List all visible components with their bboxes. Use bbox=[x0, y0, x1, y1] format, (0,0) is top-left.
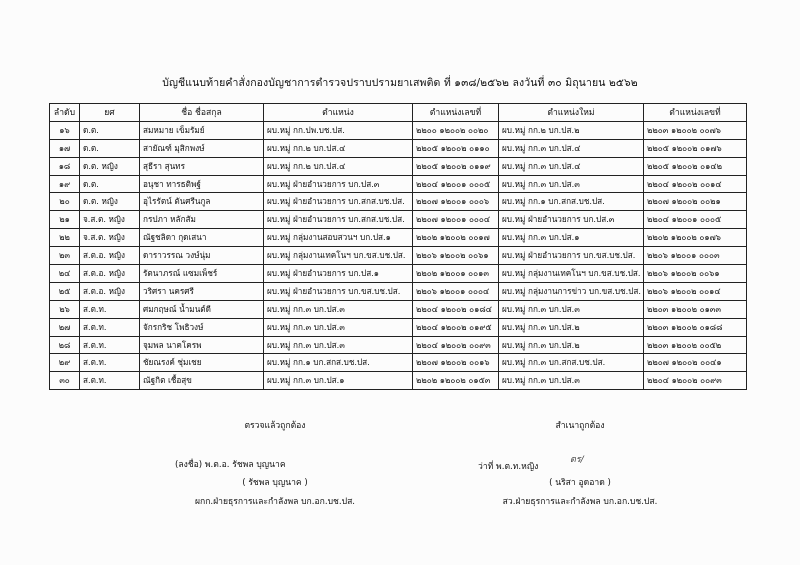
cell-position: ผบ.หมู่ กก.๑ บก.สกส.บช.ปส. bbox=[264, 354, 413, 372]
cell-new-position-number: ๒๒๐๖ ๑๒๐๐๒ ๐๐๖๑ bbox=[644, 265, 747, 283]
cell-position-number: ๒๒๐๖ ๑๒๐๐๒ ๐๐๖๑ bbox=[413, 247, 499, 265]
cell-position: ผบ.หมู่ กก.๒ บก.ปส.๔ bbox=[264, 157, 413, 175]
cell-rank: ด.ต. หญิง bbox=[80, 193, 140, 211]
cell-name: อนุชา ทารธติพฐ์ bbox=[140, 175, 264, 193]
cell-order: ๒๘ bbox=[50, 336, 80, 354]
document-title: บัญชีแนบท้ายคำสั่งกองบัญชาการตำรวจปราบปรามยาเสพติด ที่ ๑๓๘/๒๕๖๒ ลงวันที่ ๓๐ มิถุนายน ๒๕๖๒ bbox=[162, 77, 638, 89]
cell-rank: ส.ต.ท. bbox=[80, 300, 140, 318]
cell-rank: ด.ต. bbox=[80, 175, 140, 193]
cell-name: ณัฐกิต เชื้อสุข bbox=[140, 372, 264, 390]
cell-position: ผบ.หมู่ กก.๓ บก.ปส.๓ bbox=[264, 318, 413, 336]
cell-new-position: ผบ.หมู่ กก.๓ บก.ปส.๒ bbox=[499, 336, 644, 354]
cell-name: วริศรา นครศรี bbox=[140, 282, 264, 300]
table-row bbox=[50, 372, 747, 390]
cell-rank: ด.ต. bbox=[80, 139, 140, 157]
cell-new-position-number: ๒๒๐๓ ๑๒๐๐๒ ๐๐๗๖ bbox=[644, 121, 747, 139]
cell-position: ผบ.หมู่ กก.๓ บก.ปส.๓ bbox=[264, 300, 413, 318]
cell-position: ผบ.หมู่ กลุ่มงานสอบสวนฯ บก.ปส.๑ bbox=[264, 229, 413, 247]
cell-order: ๒๔ bbox=[50, 265, 80, 283]
cell-position: ผบ.หมู่ กลุ่มงานเทคโนฯ บก.ขส.บช.ปส. bbox=[264, 247, 413, 265]
cell-new-position: ผบ.หมู่ กก.๒ บก.ปส.๒ bbox=[499, 121, 644, 139]
cell-rank: ด.ต. หญิง bbox=[80, 157, 140, 175]
cell-new-position-number: ๒๒๐๓ ๑๒๐๐๒ ๐๐๕๒ bbox=[644, 336, 747, 354]
cell-new-position-number: ๒๒๐๕ ๑๒๐๐๒ ๐๑๗๖ bbox=[644, 139, 747, 157]
cell-order: ๑๗ bbox=[50, 139, 80, 157]
cell-new-position: ผบ.หมู่ กก.๓ บก.ปส.๓ bbox=[499, 372, 644, 390]
cell-name: ดาราวรรณ วงษ์นุ่ม bbox=[140, 247, 264, 265]
cell-name: อุไรรัตน์ ตันศรีนกูล bbox=[140, 193, 264, 211]
table-row bbox=[50, 247, 747, 265]
cell-new-position-number: ๒๒๐๖ ๑๒๐๐๒ ๐๐๑๔ bbox=[644, 282, 747, 300]
cell-rank: ส.ต.ท. bbox=[80, 354, 140, 372]
cell-rank: ด.ต. bbox=[80, 121, 140, 139]
cell-rank: จ.ส.ต. หญิง bbox=[80, 211, 140, 229]
cell-new-position: ผบ.หมู่ ฝ่ายอำนวยการ บก.ปส.๓ bbox=[499, 211, 644, 229]
cell-name: จุมพล นาคโครพ bbox=[140, 336, 264, 354]
table-row bbox=[50, 336, 747, 354]
cell-new-position-number: ๒๒๐๓ ๑๒๐๐๒ ๐๑๓๓ bbox=[644, 300, 747, 318]
cell-rank: ส.ต.อ. หญิง bbox=[80, 247, 140, 265]
cell-new-position: ผบ.หมู่ กก.๓ บก.ปส.๓ bbox=[499, 175, 644, 193]
cell-new-position: ผบ.หมู่ กก.๓ บก.สกส.บช.ปส. bbox=[499, 354, 644, 372]
cell-order: ๒๐ bbox=[50, 193, 80, 211]
cell-position-number: ๒๒๐๒ ๑๒๐๐๑ ๐๐๑๓ bbox=[413, 265, 499, 283]
table-row bbox=[50, 229, 747, 247]
cell-position-number: ๒๒๐๐ ๑๒๐๐๒ ๐๐๒๐ bbox=[413, 121, 499, 139]
cell-name: รัตนาภรณ์ แซมเพ็ชร์ bbox=[140, 265, 264, 283]
cell-new-position: ผบ.หมู่ กก.๑ บก.สกส.บช.ปส. bbox=[499, 193, 644, 211]
cell-position: ผบ.หมู่ ฝ่ายอำนวยการ บก.ปส.๓ bbox=[264, 175, 413, 193]
table-row bbox=[50, 282, 747, 300]
table-row bbox=[50, 121, 747, 139]
certified-copy-label: สำเนาถูกต้อง bbox=[555, 421, 605, 431]
table-row bbox=[50, 300, 747, 318]
cell-name: สุธีรา สุนทร bbox=[140, 157, 264, 175]
cell-new-position-number: ๒๒๐๒ ๑๒๐๐๒ ๐๑๗๖ bbox=[644, 229, 747, 247]
cell-order: ๒๗ bbox=[50, 318, 80, 336]
table-row bbox=[50, 211, 747, 229]
cell-rank: ส.ต.ท. bbox=[80, 318, 140, 336]
left-signer-name: ( รัชพล บุญนาค ) bbox=[242, 478, 308, 488]
cell-order: ๑๘ bbox=[50, 157, 80, 175]
cell-name: สายัณฑ์ มุสิกพงษ์ bbox=[140, 139, 264, 157]
header-order: ลำดับ bbox=[50, 104, 80, 122]
header-name: ชื่อ ชื่อสกุล bbox=[140, 104, 264, 122]
cell-new-position-number: ๒๒๐๗ ๑๒๐๐๒ ๐๐๔๑ bbox=[644, 354, 747, 372]
cell-name: ณัฐชลิดา กุดเสนา bbox=[140, 229, 264, 247]
cell-new-position: ผบ.หมู่ กก.๓ บก.ปส.๓ bbox=[499, 300, 644, 318]
cell-new-position-number: ๒๒๐๕ ๑๒๐๐๒ ๐๑๔๒ bbox=[644, 157, 747, 175]
cell-order: ๒๓ bbox=[50, 247, 80, 265]
table-header-row bbox=[50, 104, 747, 122]
header-rank: ยศ bbox=[80, 104, 140, 122]
header-position-number: ตำแหน่งเลขที่ bbox=[413, 104, 499, 122]
cell-position: ผบ.หมู่ ฝ่ายอำนวยการ บก.ขส.บช.ปส. bbox=[264, 282, 413, 300]
cell-name: สมหมาย เข็มรัมย์ bbox=[140, 121, 264, 139]
cell-position-number: ๒๒๐๖ ๑๒๐๐๑ ๐๐๐๔ bbox=[413, 282, 499, 300]
table-row bbox=[50, 139, 747, 157]
cell-new-position-number: ๒๒๐๔ ๑๒๐๐๒ ๐๐๑๔ bbox=[644, 175, 747, 193]
table-row bbox=[50, 354, 747, 372]
cell-position: ผบ.หมู่ กก.๒ บก.ปส.๔ bbox=[264, 139, 413, 157]
header-new-position-number: ตำแหน่งเลขที่ bbox=[644, 104, 747, 122]
cell-new-position: ผบ.หมู่ กก.๓ บก.ปส.๑ bbox=[499, 229, 644, 247]
cell-order: ๒๒ bbox=[50, 229, 80, 247]
cell-position: ผบ.หมู่ ฝ่ายอำนวยการ บก.สกส.บช.ปส. bbox=[264, 211, 413, 229]
personnel-table bbox=[49, 103, 747, 390]
right-signer-line: ว่าที่ พ.ต.ท.หญิง bbox=[478, 462, 539, 472]
cell-rank: ส.ต.ท. bbox=[80, 372, 140, 390]
cell-position-number: ๒๒๐๕ ๑๒๐๐๒ ๐๑๑๙ bbox=[413, 157, 499, 175]
cell-position-number: ๒๒๐๕ ๑๒๐๐๒ ๐๑๑๐ bbox=[413, 139, 499, 157]
cell-position-number: ๒๒๐๗ ๑๒๐๐๑ ๐๐๐๖ bbox=[413, 193, 499, 211]
cell-position-number: ๒๒๐๗ ๑๒๐๐๒ ๐๐๑๖ bbox=[413, 354, 499, 372]
cell-new-position: ผบ.หมู่ กลุ่มงานการข่าว บก.ขส.บช.ปส. bbox=[499, 282, 644, 300]
cell-rank: ส.ต.อ. หญิง bbox=[80, 282, 140, 300]
cell-new-position: ผบ.หมู่ กลุ่มงานเทคโนฯ บก.ขส.บช.ปส. bbox=[499, 265, 644, 283]
cell-new-position-number: ๒๒๐๔ ๑๒๐๐๒ ๐๐๙๓ bbox=[644, 372, 747, 390]
table-row bbox=[50, 157, 747, 175]
right-signer-name: ( นริสา อูดอาด ) bbox=[549, 478, 611, 488]
table-row bbox=[50, 318, 747, 336]
cell-order: ๑๖ bbox=[50, 121, 80, 139]
header-position: ตำแหน่ง bbox=[264, 104, 413, 122]
cell-rank: จ.ส.ต. หญิง bbox=[80, 229, 140, 247]
cell-position: ผบ.หมู่ กก.๓ บก.ปส.๓ bbox=[264, 336, 413, 354]
cell-order: ๒๑ bbox=[50, 211, 80, 229]
left-signer-line: (ลงชื่อ) พ.ต.อ. รัชพล บุญนาค bbox=[175, 460, 286, 470]
left-signer-position: ผกก.ฝ่ายธุรการและกำลังพล บก.อก.บช.ปส. bbox=[194, 497, 356, 507]
cell-new-position-number: ๒๒๐๗ ๑๒๐๐๒ ๐๐๒๑ bbox=[644, 193, 747, 211]
cell-position: ผบ.หมู่ กก.๓ บก.ปส.๑ bbox=[264, 372, 413, 390]
cell-name: ศมกฤษณ์ น้ำมนต์ดี bbox=[140, 300, 264, 318]
cell-position-number: ๒๒๐๒ ๑๒๐๐๒ ๐๑๕๓ bbox=[413, 372, 499, 390]
cell-position: ผบ.หมู่ ฝ่ายอำนวยการ บก.ปส.๑ bbox=[264, 265, 413, 283]
cell-position: ผบ.หมู่ ฝ่ายอำนวยการ บก.สกส.บช.ปส. bbox=[264, 193, 413, 211]
table-row bbox=[50, 193, 747, 211]
cell-rank: ส.ต.อ. หญิง bbox=[80, 265, 140, 283]
cell-order: ๒๙ bbox=[50, 354, 80, 372]
table-row bbox=[50, 175, 747, 193]
cell-order: ๒๖ bbox=[50, 300, 80, 318]
cell-name: ชัยณรงค์ ชุ่มเชย bbox=[140, 354, 264, 372]
cell-new-position: ผบ.หมู่ กก.๓ บก.ปส.๔ bbox=[499, 157, 644, 175]
cell-order: ๓๐ bbox=[50, 372, 80, 390]
cell-new-position-number: ๒๒๐๔ ๑๒๐๐๑ ๐๐๐๕ bbox=[644, 211, 747, 229]
cell-position-number: ๒๒๐๔ ๑๒๐๐๒ ๐๐๙๓ bbox=[413, 336, 499, 354]
cell-new-position: ผบ.หมู่ ฝ่ายอำนวยการ บก.ขส.บช.ปส. bbox=[499, 247, 644, 265]
cell-new-position: ผบ.หมู่ กก.๓ บก.ปส.๔ bbox=[499, 139, 644, 157]
cell-position-number: ๒๒๐๒ ๑๒๐๐๒ ๐๐๑๗ bbox=[413, 229, 499, 247]
handwritten-signature-mark: ตร/ bbox=[570, 455, 584, 465]
cell-name: กรปภา หลักสัม bbox=[140, 211, 264, 229]
verified-label: ตรวจแล้วถูกต้อง bbox=[244, 421, 306, 431]
header-new-position: ตำแหน่งใหม่ bbox=[499, 104, 644, 122]
right-signer-position: สว.ฝ่ายธุรการและกำลังพล บก.อก.บช.ปส. bbox=[502, 497, 658, 507]
cell-position-number: ๒๒๐๔ ๑๒๐๐๒ ๐๑๙๕ bbox=[413, 318, 499, 336]
cell-position: ผบ.หมู่ กก.ปพ.บช.ปส. bbox=[264, 121, 413, 139]
cell-position-number: ๒๒๐๔ ๑๒๐๐๒ ๐๑๘๔ bbox=[413, 300, 499, 318]
cell-name: จักรกริช โพธิวงษ์ bbox=[140, 318, 264, 336]
table-row bbox=[50, 265, 747, 283]
cell-order: ๑๙ bbox=[50, 175, 80, 193]
cell-rank: ส.ต.ท. bbox=[80, 336, 140, 354]
cell-order: ๒๕ bbox=[50, 282, 80, 300]
cell-new-position-number: ๒๒๐๖ ๑๒๐๐๑ ๐๐๐๓ bbox=[644, 247, 747, 265]
cell-new-position-number: ๒๒๐๓ ๑๒๐๐๒ ๐๑๘๘ bbox=[644, 318, 747, 336]
cell-position-number: ๒๒๐๔ ๑๒๐๐๑ ๐๐๐๕ bbox=[413, 175, 499, 193]
cell-new-position: ผบ.หมู่ กก.๓ บก.ปส.๒ bbox=[499, 318, 644, 336]
cell-position-number: ๒๒๐๗ ๑๒๐๐๑ ๐๐๐๔ bbox=[413, 211, 499, 229]
